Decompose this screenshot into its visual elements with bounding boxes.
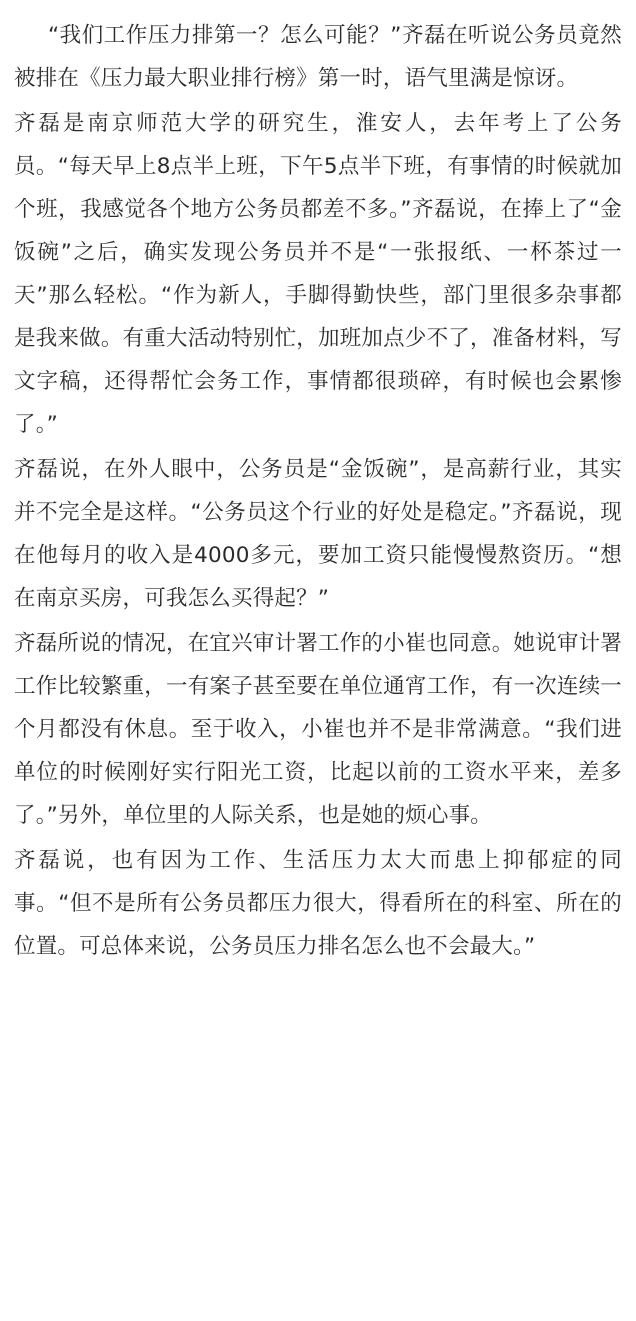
paragraph: “我们工作压力排第一？怎么可能？”齐磊在听说公务员竟然被排在《压力最大职业排行榜》第一时，语气里满是惊讶。 (14, 23, 622, 91)
paragraph: 齐磊说，在外人眼中，公务员是“金饭碗”，是高薪行业，其实并不完全是这样。“公务员这个行业的好处是稳定。”齐磊说，现在他每月的收入是4000多元，要加工资只能慢慢熬资历。“想在南京买房，可我怎么买得起？” (14, 457, 622, 611)
paragraph: 齐磊说，也有因为工作、生活压力太大而患上抑郁症的同事。“但不是所有公务员都压力很大，得看所在的科室、所在的位置。可总体来说，公务员压力排名怎么也不会最大。” (14, 848, 622, 959)
paragraph: 齐磊是南京师范大学的研究生，淮安人，去年考上了公务员。“每天早上8点半上班，下午5点半下班，有事情的时候就加个班，我感觉各个地方公务员都差不多。”齐磊说，在捧上了“金饭碗”之后，确实发现公务员并不是“一张报纸、一杯茶过一天”那么轻松。“作为新人，手脚得勤快些，部门里很多杂事都是我来做。有重大活动特别忙，加班加点少不了，准备材料，写文字稿，还得帮忙会务工作，事情都很琐碎，有时候也会累惨了。” (14, 111, 622, 437)
paragraph: 齐磊所说的情况，在宜兴审计署工作的小崔也同意。她说审计署工作比较繁重，一有案子甚至要在单位通宵工作，有一次连续一个月都没有休息。至于收入，小崔也并不是非常满意。“我们进单位的时候刚好实行阳光工资，比起以前的工资水平来，差多了。”另外，单位里的人际关系，也是她的烦心事。 (14, 631, 622, 828)
